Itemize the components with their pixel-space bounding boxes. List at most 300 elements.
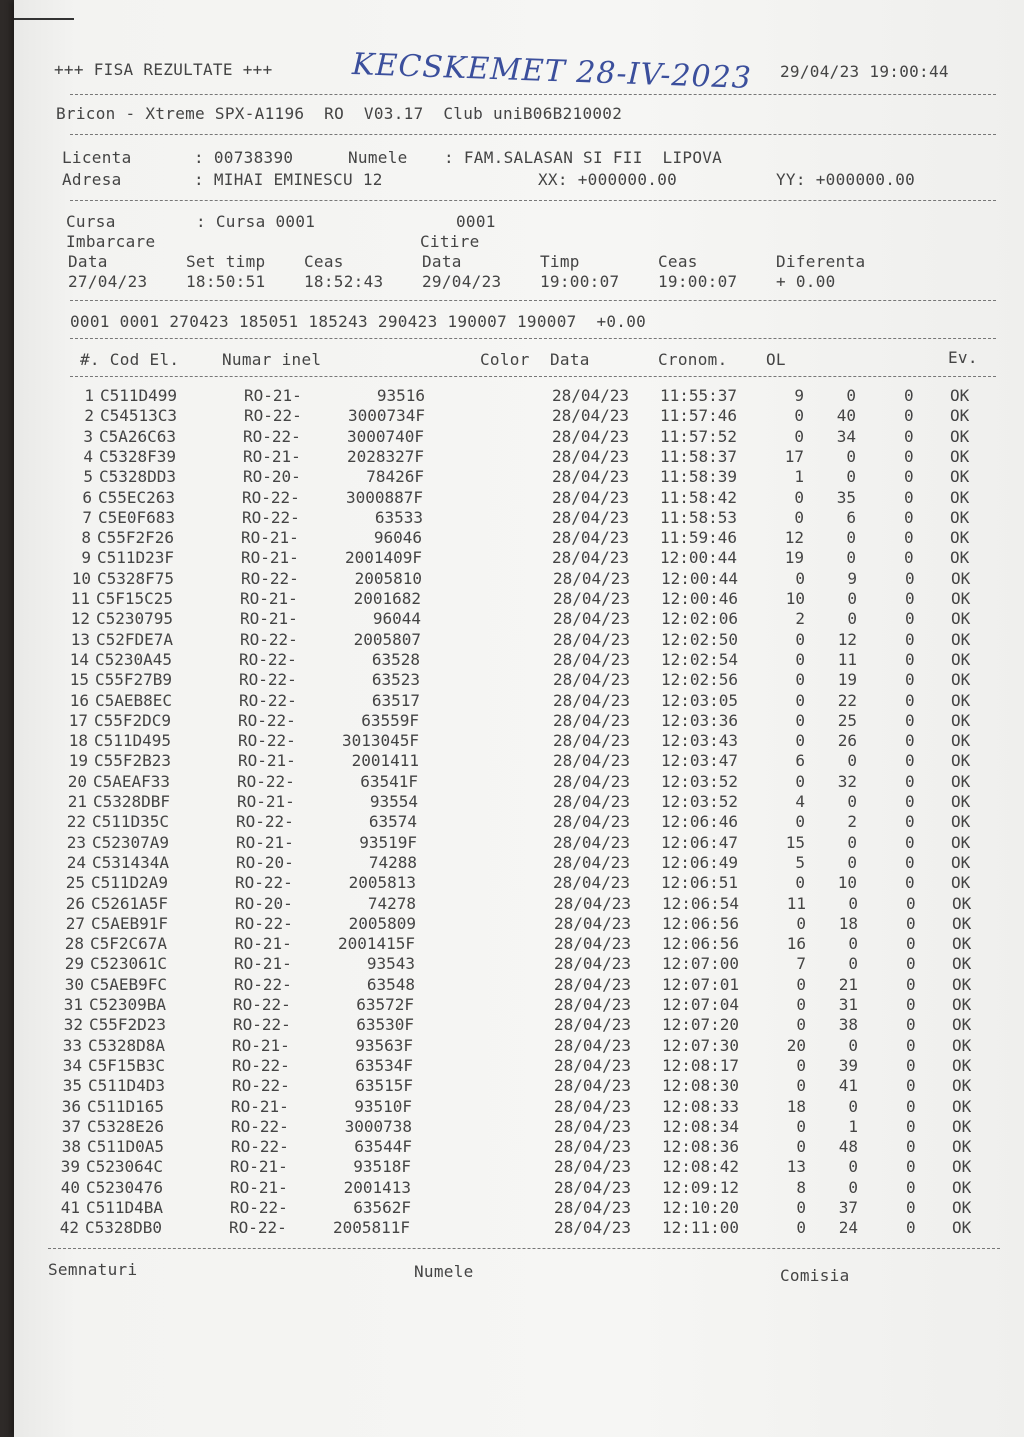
row-pos-a: 40 (836, 406, 856, 426)
row-pos-b: 0 (905, 873, 915, 893)
row-date: 28/04/23 (554, 934, 632, 954)
row-cod: C511D499 (100, 386, 178, 405)
row-ol: 0 (794, 507, 804, 527)
divider (48, 1248, 1000, 1249)
row-ev: OK (952, 1198, 972, 1217)
table-row (14, 934, 1024, 954)
row-date: 28/04/23 (553, 771, 631, 791)
col-ev: Ev. (948, 348, 978, 367)
table-row (14, 548, 1024, 568)
row-index: 31 (63, 995, 83, 1014)
row-time: 12:11:00 (662, 1218, 740, 1238)
numele-label: Numele (348, 148, 408, 167)
row-cod: C511D2A9 (91, 873, 169, 893)
row-ring-prefix: RO-21- (237, 792, 295, 811)
row-ring-prefix: RO-22- (237, 771, 295, 791)
row-ev: OK (950, 507, 970, 527)
row-ol: 15 (785, 832, 805, 852)
row-pos-b: 0 (906, 1157, 916, 1177)
row-pos-b: 0 (904, 467, 914, 487)
row-ring-prefix: RO-22- (236, 812, 294, 832)
row-index: 34 (62, 1055, 82, 1075)
row-pos-b: 0 (905, 670, 915, 690)
cursa-label: Cursa (66, 212, 116, 231)
row-pos-b: 0 (906, 1055, 916, 1075)
row-pos-a: 0 (847, 609, 857, 629)
row-date: 28/04/23 (554, 1157, 632, 1177)
row-cod: C5E0F683 (98, 507, 176, 527)
adresa-label: Adresa (62, 170, 122, 189)
row-ring-number: 93518F (353, 1157, 411, 1177)
row-cod: C5328DBF (93, 792, 171, 811)
v-timp: 19:00:07 (540, 272, 620, 291)
row-date: 28/04/23 (554, 954, 632, 974)
row-ring-number: 2001682 (353, 589, 421, 608)
row-ev: OK (951, 690, 971, 710)
row-ol: 2 (795, 609, 805, 629)
row-time: 11:57:46 (660, 406, 738, 426)
row-time: 12:06:56 (662, 913, 740, 933)
row-pos-a: 10 (837, 873, 857, 893)
row-pos-a: 0 (846, 386, 856, 405)
row-pos-b: 0 (904, 487, 914, 507)
row-ev: OK (951, 731, 971, 751)
row-date: 28/04/23 (554, 1116, 632, 1136)
row-pos-b: 0 (905, 629, 915, 649)
row-time: 11:55:37 (660, 386, 738, 405)
row-pos-b: 0 (906, 1218, 916, 1238)
h-ceas: Ceas (304, 252, 344, 271)
row-index: 27 (65, 913, 85, 933)
row-cod: C55F2DC9 (94, 710, 172, 730)
row-index: 24 (66, 852, 86, 872)
row-ev: OK (952, 1116, 972, 1136)
row-index: 38 (61, 1137, 81, 1157)
row-cod: C52309BA (89, 995, 167, 1014)
row-index: 1 (84, 386, 94, 405)
row-date: 28/04/23 (554, 1198, 632, 1217)
row-pos-a: 0 (848, 934, 858, 954)
row-pos-b: 0 (904, 528, 914, 548)
row-time: 12:07:00 (662, 954, 740, 974)
row-pos-b: 0 (905, 568, 915, 588)
row-pos-b: 0 (905, 690, 915, 710)
row-ev: OK (952, 1035, 972, 1055)
row-ring-number: 63544F (354, 1137, 412, 1157)
row-ring-prefix: RO-22- (238, 731, 296, 751)
row-index: 15 (69, 670, 89, 690)
row-ol: 0 (795, 629, 805, 649)
row-ol: 19 (784, 548, 804, 568)
row-ring-number: 2005807 (353, 629, 421, 649)
row-pos-a: 9 (847, 568, 857, 588)
h-data2: Data (422, 252, 462, 271)
row-pos-b: 0 (906, 974, 916, 994)
row-ring-number: 63528 (371, 649, 420, 669)
row-ev: OK (951, 873, 971, 893)
row-ring-prefix: RO-22- (239, 649, 297, 669)
row-index: 5 (83, 467, 93, 487)
row-pos-a: 0 (847, 751, 857, 771)
row-pos-a: 0 (848, 1096, 858, 1116)
semnaturi-label: Semnaturi (48, 1260, 138, 1279)
row-ring-number: 2001415F (337, 934, 415, 954)
row-date: 28/04/23 (554, 1218, 632, 1238)
table-row (14, 812, 1024, 832)
row-index: 39 (60, 1157, 80, 1177)
row-ring-prefix: RO-22- (238, 710, 296, 730)
row-ev: OK (950, 406, 970, 426)
row-ev: OK (952, 974, 972, 994)
row-cod: C55EC263 (98, 487, 176, 507)
row-ring-prefix: RO-21- (240, 589, 298, 608)
row-cod: C5261A5F (91, 893, 169, 913)
row-ring-prefix: RO-22- (234, 974, 292, 994)
row-cod: C5AEAF33 (93, 771, 171, 791)
row-ring-number: 74278 (367, 893, 416, 913)
row-ring-prefix: RO-21- (231, 1096, 289, 1116)
row-pos-a: 0 (846, 467, 856, 487)
row-index: 41 (60, 1198, 80, 1217)
row-cod: C5AEB91F (91, 913, 169, 933)
row-pos-a: 41 (838, 1076, 858, 1096)
row-pos-a: 34 (836, 426, 856, 446)
row-pos-b: 0 (905, 589, 915, 608)
h-diferenta: Diferenta (776, 252, 866, 271)
results-sheet (14, 0, 1024, 1437)
row-pos-b: 0 (905, 852, 915, 872)
row-pos-b: 0 (906, 913, 916, 933)
row-date: 28/04/23 (552, 467, 630, 487)
row-ring-number: 63574 (368, 812, 417, 832)
row-ring-prefix: RO-22- (243, 426, 301, 446)
row-ev: OK (952, 1137, 972, 1157)
row-pos-b: 0 (905, 771, 915, 791)
table-row (14, 1117, 1024, 1137)
row-time: 12:00:44 (661, 568, 739, 588)
row-time: 12:02:06 (661, 609, 739, 629)
table-row (14, 1097, 1024, 1117)
row-cod: C5328DD3 (99, 467, 177, 487)
row-ev: OK (950, 487, 970, 507)
row-index: 10 (71, 568, 91, 588)
row-cod: C511D4D3 (88, 1076, 166, 1096)
row-pos-a: 26 (837, 731, 857, 751)
row-ol: 11 (786, 893, 806, 913)
row-ol: 0 (796, 913, 806, 933)
row-ring-prefix: RO-21- (243, 446, 301, 466)
row-pos-a: 22 (837, 690, 857, 710)
row-pos-a: 0 (848, 954, 858, 974)
col-idx-cod: #. Cod El. (80, 350, 180, 369)
row-ol: 16 (786, 934, 806, 954)
row-pos-b: 0 (906, 1177, 916, 1197)
v-settimp: 18:50:51 (186, 272, 266, 291)
row-date: 28/04/23 (554, 1076, 632, 1096)
row-time: 12:08:33 (662, 1096, 740, 1116)
row-index: 25 (65, 873, 85, 893)
row-time: 11:58:37 (660, 446, 738, 466)
print-datetime: 29/04/23 19:00:44 (780, 62, 949, 81)
row-date: 28/04/23 (554, 1035, 632, 1055)
row-time: 12:08:17 (662, 1055, 740, 1075)
row-time: 12:06:47 (661, 832, 739, 852)
row-ol: 0 (795, 568, 805, 588)
row-pos-a: 32 (837, 771, 857, 791)
row-pos-b: 0 (906, 954, 916, 974)
row-date: 28/04/23 (552, 426, 630, 446)
row-pos-a: 0 (846, 548, 856, 568)
row-ring-number: 93554 (369, 792, 418, 811)
row-index: 16 (69, 690, 89, 710)
row-ol: 0 (794, 487, 804, 507)
col-inel: Numar inel (222, 350, 322, 369)
row-ring-number: 3013045F (341, 731, 419, 751)
row-ring-prefix: RO-21- (234, 954, 292, 974)
row-time: 12:03:43 (661, 731, 739, 751)
row-time: 12:06:51 (661, 873, 739, 893)
row-date: 28/04/23 (553, 609, 631, 629)
yy-value: YY: +000000.00 (776, 170, 916, 189)
row-time: 11:57:52 (660, 426, 738, 446)
row-ring-number: 2001413 (343, 1177, 411, 1197)
row-ev: OK (950, 386, 970, 405)
row-ev: OK (951, 812, 971, 832)
row-ring-number: 93543 (366, 954, 415, 974)
row-cod: C523064C (86, 1157, 164, 1177)
row-index: 7 (82, 507, 92, 527)
row-ol: 0 (795, 649, 805, 669)
table-row (14, 508, 1024, 528)
row-cod: C52FDE7A (96, 629, 174, 649)
table-row (14, 894, 1024, 914)
row-time: 12:07:01 (662, 974, 740, 994)
row-date: 28/04/23 (553, 852, 631, 872)
row-date: 28/04/23 (552, 528, 630, 548)
row-index: 36 (61, 1096, 81, 1116)
row-date: 28/04/23 (553, 873, 631, 893)
row-ev: OK (951, 629, 971, 649)
row-ev: OK (952, 893, 972, 913)
row-ring-number: 63534F (355, 1055, 413, 1075)
row-cod: C5230795 (96, 609, 174, 629)
row-ev: OK (951, 649, 971, 669)
row-ev: OK (952, 1157, 972, 1177)
row-pos-b: 0 (906, 934, 916, 954)
col-ol: OL (766, 350, 786, 369)
row-ring-number: 2001411 (351, 751, 419, 771)
row-time: 12:09:12 (662, 1177, 740, 1197)
row-ev: OK (950, 426, 970, 446)
row-date: 28/04/23 (552, 386, 630, 405)
row-ol: 4 (795, 792, 805, 811)
row-ol: 0 (796, 1076, 806, 1096)
divider (70, 376, 996, 377)
row-pos-a: 0 (848, 1157, 858, 1177)
row-pos-a: 19 (837, 670, 857, 690)
row-index: 4 (83, 446, 93, 466)
row-date: 28/04/23 (553, 670, 631, 690)
row-ring-number: 63533 (374, 507, 423, 527)
row-date: 28/04/23 (553, 710, 631, 730)
row-ring-prefix: RO-22- (242, 487, 300, 507)
table-row (14, 467, 1024, 487)
row-ev: OK (952, 1076, 972, 1096)
row-pos-b: 0 (906, 1015, 916, 1035)
table-row (14, 447, 1024, 467)
row-ring-number: 93519F (359, 832, 417, 852)
row-ol: 0 (796, 1116, 806, 1136)
row-ev: OK (950, 446, 970, 466)
row-pos-b: 0 (905, 792, 915, 811)
row-time: 12:08:42 (662, 1157, 740, 1177)
col-data: Data (550, 350, 590, 369)
table-row (14, 1076, 1024, 1096)
imbarcare-label: Imbarcare (66, 232, 156, 251)
row-ring-prefix: RO-22- (233, 995, 291, 1014)
row-index: 21 (67, 792, 87, 811)
row-ring-number: 63530F (356, 1015, 414, 1035)
row-ev: OK (951, 589, 971, 608)
row-ring-number: 63515F (355, 1076, 413, 1096)
col-color: Color (480, 350, 530, 369)
row-ring-number: 93563F (355, 1035, 413, 1055)
row-cod: C55F27B9 (95, 670, 173, 690)
table-row (14, 731, 1024, 751)
numele-value: : FAM.SALASAN SI FII LIPOVA (444, 148, 723, 167)
row-pos-a: 35 (836, 487, 856, 507)
v-data2: 29/04/23 (422, 272, 502, 291)
row-cod: C55F2F26 (97, 528, 175, 548)
row-pos-b: 0 (905, 609, 915, 629)
row-index: 14 (69, 649, 89, 669)
row-index: 9 (81, 548, 91, 568)
row-time: 12:06:49 (661, 852, 739, 872)
row-ring-number: 2005809 (348, 913, 416, 933)
h-data: Data (68, 252, 108, 271)
row-pos-b: 0 (906, 995, 916, 1014)
row-ol: 0 (795, 710, 805, 730)
row-ring-number: 63559F (361, 710, 419, 730)
row-ring-prefix: RO-21- (238, 751, 296, 771)
row-pos-a: 31 (838, 995, 858, 1014)
row-cod: C55F2B23 (94, 751, 172, 771)
v-data: 27/04/23 (68, 272, 148, 291)
row-ring-prefix: RO-21- (241, 548, 299, 568)
row-index: 35 (62, 1076, 82, 1096)
sheet-title: +++ FISA REZULTATE +++ (54, 60, 273, 79)
row-index: 6 (82, 487, 92, 507)
row-date: 28/04/23 (553, 568, 631, 588)
handwritten-note: KECSKEMET 28-IV-2023 (351, 47, 753, 96)
table-row (14, 1137, 1024, 1157)
row-ol: 0 (795, 731, 805, 751)
table-row (14, 427, 1024, 447)
row-date: 28/04/23 (554, 1096, 632, 1116)
row-ring-number: 93516 (376, 386, 425, 405)
h-timp: Timp (540, 252, 580, 271)
row-ol: 12 (784, 528, 804, 548)
row-pos-a: 0 (847, 792, 857, 811)
col-cronom: Cronom. (658, 350, 728, 369)
row-date: 28/04/23 (553, 832, 631, 852)
row-ev: OK (952, 995, 972, 1014)
row-pos-b: 0 (904, 406, 914, 426)
row-ol: 0 (794, 406, 804, 426)
row-index: 20 (67, 771, 87, 791)
row-cod: C5A26C63 (99, 426, 177, 446)
row-date: 28/04/23 (554, 893, 632, 913)
row-ring-number: 63541F (360, 771, 418, 791)
row-time: 12:06:56 (662, 934, 740, 954)
row-time: 12:03:05 (661, 690, 739, 710)
row-ring-number: 96044 (372, 609, 421, 629)
row-cod: C511D495 (94, 731, 172, 751)
divider (70, 200, 996, 201)
table-row (14, 1036, 1024, 1056)
cursa-value: : Cursa 0001 (196, 212, 316, 231)
row-index: 3 (83, 426, 93, 446)
row-pos-b: 0 (904, 426, 914, 446)
table-row (14, 569, 1024, 589)
row-ring-number: 63517 (371, 690, 420, 710)
row-pos-a: 24 (838, 1218, 858, 1238)
row-pos-b: 0 (905, 832, 915, 852)
row-ring-prefix: RO-21- (230, 1177, 288, 1197)
table-row (14, 650, 1024, 670)
numele-footer-label: Numele (414, 1262, 474, 1281)
row-ring-prefix: RO-22- (244, 406, 302, 426)
row-ring-number: 2005810 (354, 568, 422, 588)
row-ring-prefix: RO-22- (239, 670, 297, 690)
row-pos-a: 2 (847, 812, 857, 832)
device-info: Bricon - Xtreme SPX-A1196 RO V03.17 Club uniB06B210002 (56, 104, 623, 123)
row-time: 11:58:42 (660, 487, 738, 507)
row-ol: 0 (795, 771, 805, 791)
row-time: 12:03:52 (661, 792, 739, 811)
row-pos-a: 0 (847, 852, 857, 872)
v-diferenta: + 0.00 (776, 272, 836, 291)
row-pos-a: 25 (837, 710, 857, 730)
row-ring-number: 63562F (353, 1198, 411, 1217)
row-ring-prefix: RO-22- (232, 1076, 290, 1096)
row-time: 11:58:39 (660, 467, 738, 487)
row-pos-a: 0 (848, 1035, 858, 1055)
row-ev: OK (951, 852, 971, 872)
row-cod: C5328DB0 (85, 1218, 163, 1238)
table-row (14, 670, 1024, 690)
row-ol: 20 (786, 1035, 806, 1055)
row-index: 17 (68, 710, 88, 730)
row-cod: C511D4BA (86, 1198, 164, 1217)
row-ring-prefix: RO-22- (239, 690, 297, 710)
row-index: 33 (62, 1035, 82, 1055)
row-pos-a: 0 (848, 893, 858, 913)
table-row (14, 1198, 1024, 1218)
row-time: 12:07:04 (662, 995, 740, 1014)
table-row (14, 711, 1024, 731)
row-cod: C511D35C (92, 812, 170, 832)
row-cod: C511D0A5 (87, 1137, 165, 1157)
row-ol: 13 (786, 1157, 806, 1177)
row-pos-a: 12 (837, 629, 857, 649)
row-ring-number: 2028327F (346, 446, 424, 466)
row-ev: OK (951, 792, 971, 811)
row-ol: 0 (796, 1015, 806, 1035)
row-cod: C5F15C25 (96, 589, 174, 608)
row-pos-a: 48 (838, 1137, 858, 1157)
row-ev: OK (951, 710, 971, 730)
